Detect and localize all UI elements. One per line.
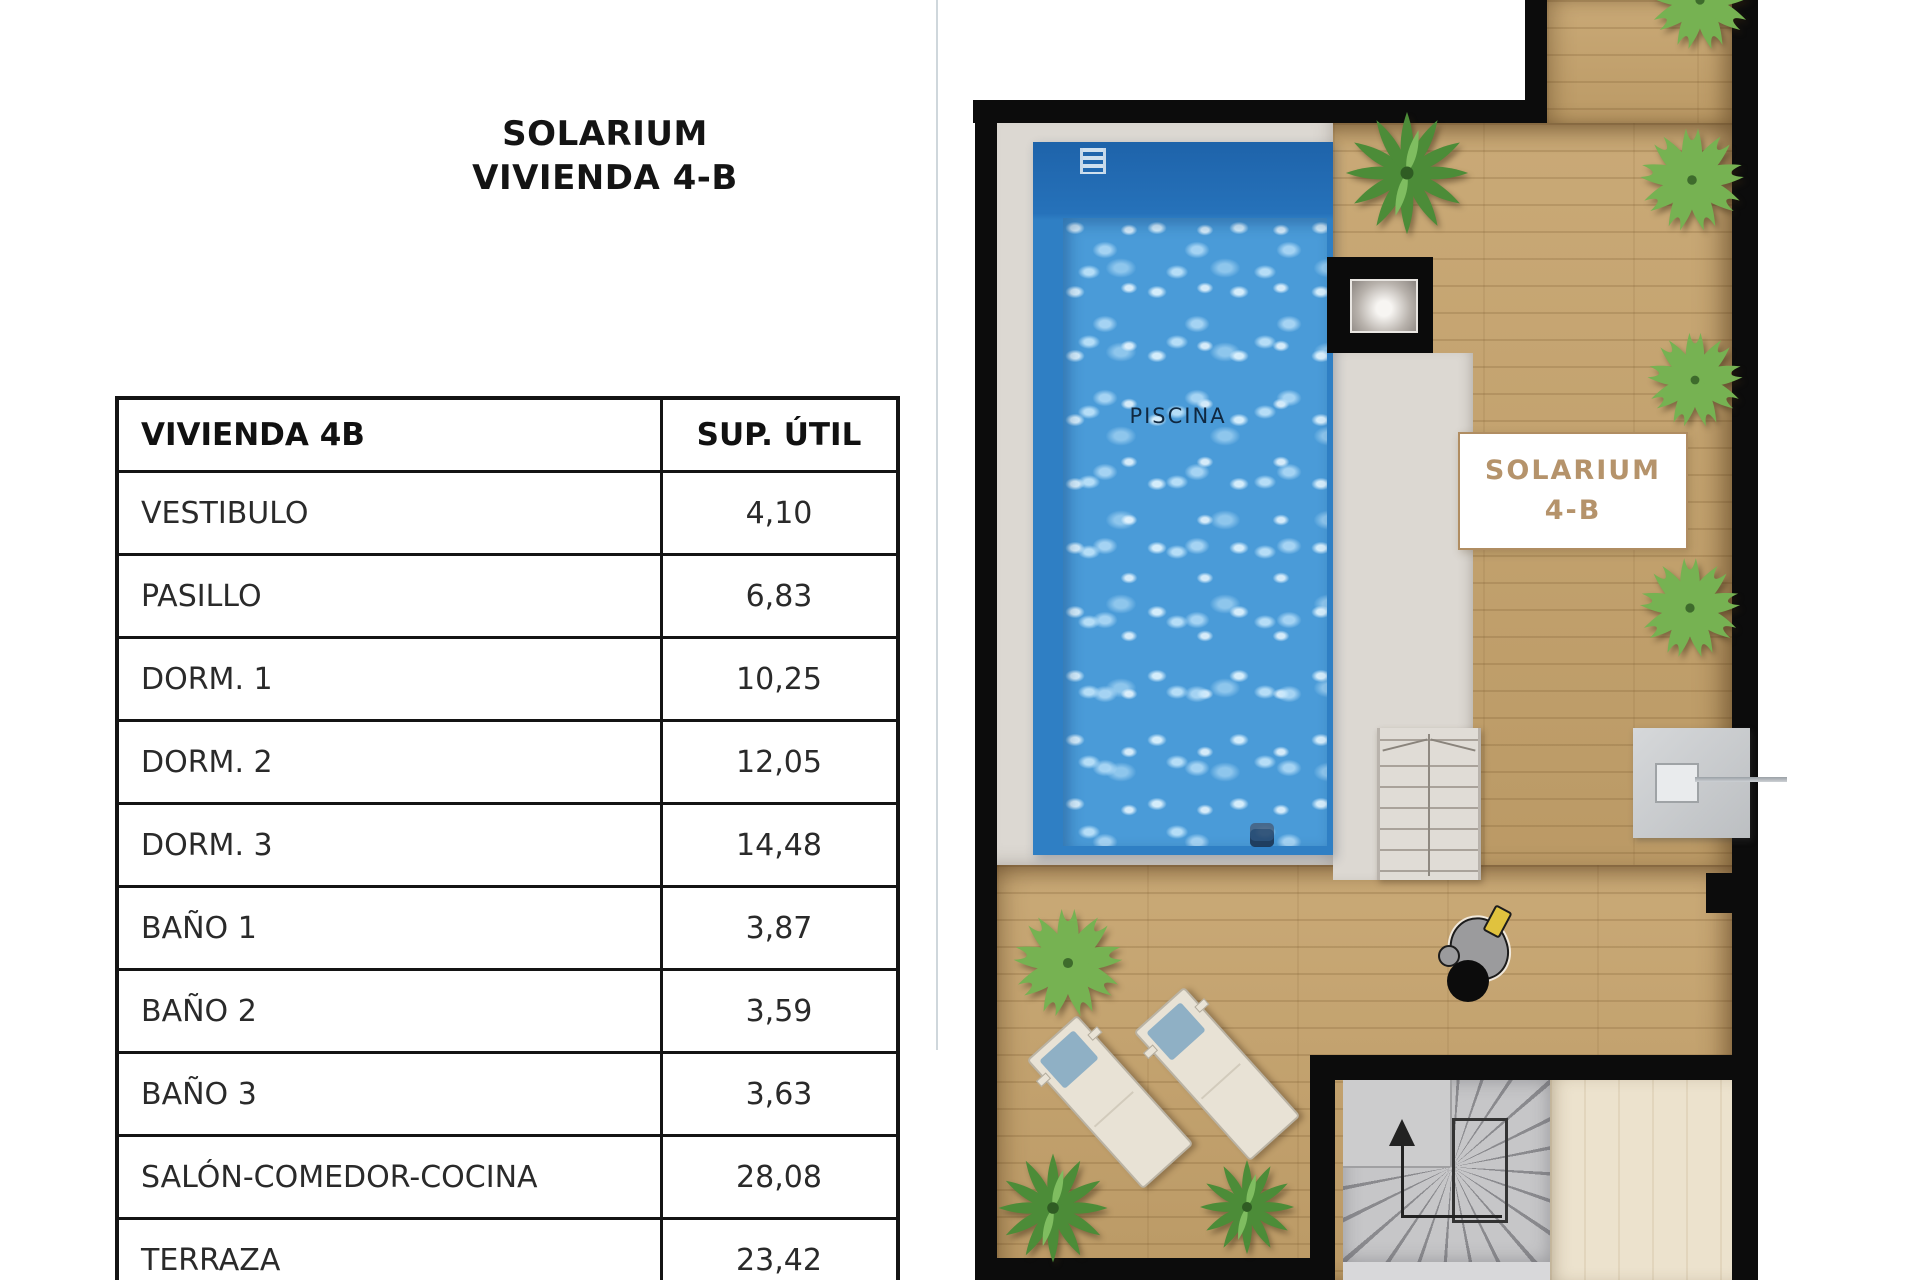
equipment-handle-icon: [1695, 777, 1787, 782]
room-label: BAÑO 2: [117, 970, 662, 1053]
pool-drain-icon: [1250, 823, 1274, 847]
table-header-name: VIVIENDA 4B: [117, 398, 662, 472]
lounger-seam: [1094, 1091, 1134, 1127]
room-area: 14,48: [662, 804, 899, 887]
room-area: 3,59: [662, 970, 899, 1053]
wall-top-right: [1525, 0, 1547, 123]
table-row: [117, 721, 898, 804]
room-area: 3,87: [662, 887, 899, 970]
page-fold-line: [936, 0, 938, 1050]
fern-plant-icon: [1632, 120, 1752, 240]
lounger-seam: [1201, 1063, 1241, 1099]
palm-plant-icon: [995, 1150, 1111, 1266]
room-label: VESTIBULO: [117, 472, 662, 555]
room-area: 12,05: [662, 721, 899, 804]
wall-pillar: [1706, 873, 1732, 913]
title-line2: VIVIENDA 4-B: [472, 158, 738, 198]
table-row: [117, 887, 898, 970]
table-header-row: [117, 398, 898, 472]
area-table: [115, 396, 900, 1280]
steps-center-rail: [1428, 734, 1430, 876]
fern-plant-icon: [1632, 550, 1748, 666]
pool-water: [1063, 218, 1327, 846]
steps-rail-left: [1382, 738, 1427, 751]
room-area: 6,83: [662, 555, 899, 638]
room-area: 10,25: [662, 638, 899, 721]
equipment-box: [1633, 728, 1750, 838]
stair-room-floor: [1550, 1080, 1732, 1280]
room-area: 23,42: [662, 1219, 899, 1280]
pool-ladder-icon: [1080, 148, 1106, 174]
palm-plant-icon: [1342, 108, 1472, 238]
table-row: [117, 1136, 898, 1219]
fern-plant-icon: [1640, 325, 1750, 435]
table-row: [117, 638, 898, 721]
swimming-pool: [1033, 142, 1333, 855]
table-row: [117, 1219, 898, 1280]
stairwell-outline: [1452, 1118, 1508, 1223]
palm-plant-icon: [1197, 1157, 1297, 1257]
room-area: 4,10: [662, 472, 899, 555]
table-header-sup-util: SUP. ÚTIL: [662, 398, 899, 472]
room-label: PASILLO: [117, 555, 662, 638]
room-label: DORM. 1: [117, 638, 662, 721]
table-row: [117, 1053, 898, 1136]
solarium-label: [1458, 432, 1688, 550]
person-icon: [1440, 905, 1520, 1010]
stair-divider-h: [1343, 1166, 1450, 1168]
stairs-path-line: [1401, 1215, 1502, 1218]
room-area: 3,63: [662, 1053, 899, 1136]
page-title: [440, 112, 770, 200]
solarium-label-line1: SOLARIUM: [1484, 455, 1662, 486]
fern-plant-icon: [1642, 0, 1758, 58]
wall-left: [975, 100, 997, 1280]
wall-interior-vertical: [1310, 1055, 1335, 1280]
table-row: [117, 472, 898, 555]
equipment-hatch-icon: [1655, 763, 1699, 803]
stair-room-floor-strip: [1343, 1262, 1550, 1280]
fern-plant-icon: [1005, 900, 1131, 1026]
pool-label: PISCINA: [1129, 404, 1227, 428]
room-label: TERRAZA: [117, 1219, 662, 1280]
table-row: [117, 970, 898, 1053]
person-head: [1447, 960, 1489, 1002]
wall-interior-horizontal: [1310, 1055, 1732, 1080]
title-line1: SOLARIUM: [502, 114, 708, 154]
room-area: 28,08: [662, 1136, 899, 1219]
steps-rail-right: [1430, 738, 1475, 751]
pool-steps: [1377, 728, 1481, 880]
stairs-up-arrow: [1401, 1145, 1404, 1218]
table-row: [117, 555, 898, 638]
table-row: [117, 804, 898, 887]
solarium-label-line2: 4-B: [1544, 495, 1602, 526]
room-label: SALÓN-COMEDOR-COCINA: [117, 1136, 662, 1219]
room-label: DORM. 3: [117, 804, 662, 887]
room-label: DORM. 2: [117, 721, 662, 804]
room-label: BAÑO 1: [117, 887, 662, 970]
winder-staircase: [1343, 1080, 1550, 1262]
stairs-up-arrow-head: [1389, 1119, 1415, 1146]
room-label: BAÑO 3: [117, 1053, 662, 1136]
wall-niche: [1327, 257, 1433, 353]
niche-light-icon: [1352, 281, 1416, 331]
